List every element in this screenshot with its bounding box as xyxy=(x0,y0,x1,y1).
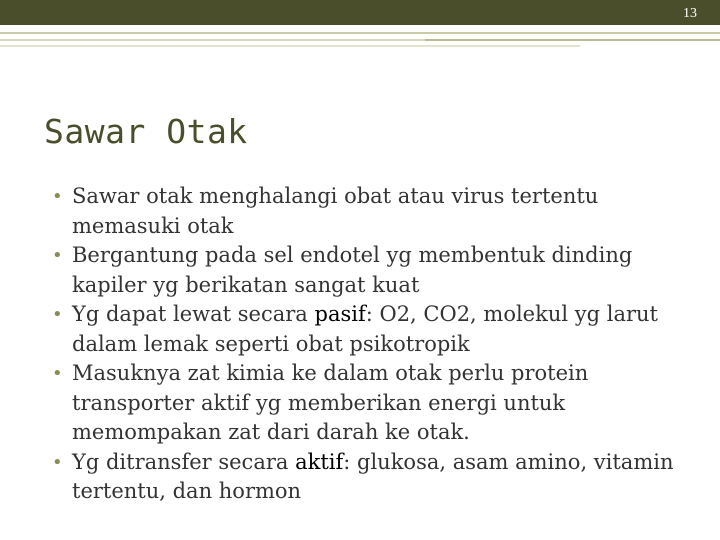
bullet-list xyxy=(52,182,692,507)
accent-line xyxy=(0,32,720,34)
bullet-item xyxy=(52,241,692,300)
bullet-item xyxy=(52,448,692,507)
slide-number: 13 xyxy=(683,6,697,21)
header-bar xyxy=(0,0,720,25)
bullet-item xyxy=(52,300,692,359)
bullet-text: Masuknya zat kimia ke dalam otak perlu protein transporter aktif yg memberikan energi untuk memompakan zat dari darah ke otak. xyxy=(72,361,589,444)
bullet-text: Yg ditransfer secara xyxy=(72,449,296,474)
bullet-item xyxy=(52,359,692,448)
bullet-text: Yg dapat lewat secara xyxy=(72,302,315,326)
bullet-item xyxy=(52,182,692,241)
bullet-text: : glukosa, asam amino, vitamin tertentu, dan hormon xyxy=(72,449,674,503)
bullet-emphasis: pasif xyxy=(314,302,366,326)
bullet-text: : O2, CO2, molekul yg larut dalam lemak seperti obat psikotropik xyxy=(72,302,658,356)
accent-line xyxy=(0,45,580,47)
slide-title: Sawar Otak xyxy=(44,112,248,151)
bullet-emphasis: aktif xyxy=(295,449,344,474)
accent-line xyxy=(425,39,720,41)
bullet-text: Sawar otak menghalangi obat atau virus tertentu memasuki otak xyxy=(72,184,599,238)
bullet-text: Bergantung pada sel endotel yg membentuk dinding kapiler yg berikatan sangat kuat xyxy=(72,243,633,297)
